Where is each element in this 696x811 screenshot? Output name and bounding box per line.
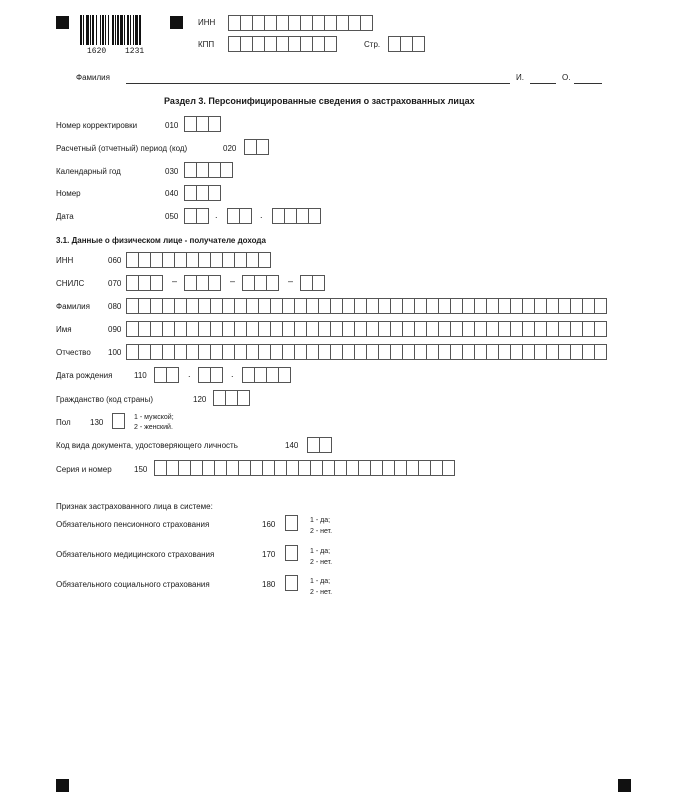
input-cell[interactable]: [285, 545, 298, 561]
number-code: 040: [165, 189, 179, 198]
year-label: Календарный год: [56, 167, 121, 176]
input-cell[interactable]: [285, 575, 298, 591]
snils-cells-3[interactable]: [242, 275, 278, 291]
citizenship-label: Гражданство (код страны): [56, 395, 153, 404]
input-cell[interactable]: [112, 413, 125, 429]
input-cell[interactable]: [312, 275, 325, 291]
snils-code: 070: [108, 279, 122, 288]
header-kpp-label: КПП: [198, 40, 215, 49]
person-surname-cells[interactable]: [126, 298, 606, 314]
person-inn-label: ИНН: [56, 256, 74, 265]
birthdate-year-cells[interactable]: [242, 367, 290, 383]
date-separator: .: [260, 210, 263, 220]
input-cell[interactable]: [239, 208, 252, 224]
header-surname-label: Фамилия: [76, 73, 110, 82]
series-label: Серия и номер: [56, 465, 112, 474]
input-cell[interactable]: [285, 515, 298, 531]
input-cell[interactable]: [594, 298, 607, 314]
number-label: Номер: [56, 189, 81, 198]
pension-code: 160: [262, 520, 276, 529]
input-cell[interactable]: [220, 162, 233, 178]
date-year-cells[interactable]: [272, 208, 320, 224]
date-code: 050: [165, 212, 179, 221]
snils-cells-1[interactable]: [126, 275, 162, 291]
social-cells[interactable]: [285, 575, 297, 591]
birthdate-label: Дата рождения: [56, 371, 113, 380]
gender-note-2: 2 - женский.: [134, 424, 173, 431]
person-name-cells[interactable]: [126, 321, 606, 337]
year-cells[interactable]: [184, 162, 232, 178]
input-cell[interactable]: [266, 275, 279, 291]
insured-title: Признак застрахованного лица в системе:: [56, 502, 213, 511]
snils-label: СНИЛС: [56, 279, 85, 288]
date-separator: .: [215, 210, 218, 220]
input-cell[interactable]: [594, 321, 607, 337]
person-patronymic-cells[interactable]: [126, 344, 606, 360]
registration-mark-bottom-right: [618, 779, 631, 792]
person-inn-cells[interactable]: [126, 252, 270, 268]
medical-label: Обязательного медицинского страхования: [56, 550, 215, 559]
snils-cells-4[interactable]: [300, 275, 324, 291]
medical-no-note: 2 - нет.: [310, 559, 333, 566]
date-label: Дата: [56, 212, 74, 221]
input-cell[interactable]: [324, 36, 337, 52]
input-cell[interactable]: [308, 208, 321, 224]
input-cell[interactable]: [256, 139, 269, 155]
period-label: Расчетный (отчетный) период (код): [56, 144, 188, 153]
social-no-note: 2 - нет.: [310, 589, 333, 596]
series-cells[interactable]: [154, 460, 454, 476]
pension-cells[interactable]: [285, 515, 297, 531]
snils-dash: –: [172, 276, 178, 286]
input-cell[interactable]: [208, 185, 221, 201]
header-inn-label: ИНН: [198, 18, 216, 27]
number-cells[interactable]: [184, 185, 220, 201]
birthdate-separator: .: [188, 369, 191, 379]
header-initial-o-label: О.: [562, 73, 571, 82]
date-day-cells[interactable]: [184, 208, 208, 224]
person-inn-code: 060: [108, 256, 122, 265]
input-cell[interactable]: [237, 390, 250, 406]
registration-mark-bottom-left: [56, 779, 69, 792]
page-label: Стр.: [364, 40, 381, 49]
input-cell[interactable]: [208, 116, 221, 132]
barcode: [80, 15, 156, 45]
input-cell[interactable]: [360, 15, 373, 31]
social-yes-note: 1 - да;: [310, 578, 331, 585]
person-patronymic-code: 100: [108, 348, 122, 357]
person-name-label: Имя: [56, 325, 72, 334]
header-inn-cells[interactable]: [228, 15, 372, 31]
year-code: 030: [165, 167, 179, 176]
header-initial-o-line[interactable]: [574, 83, 602, 84]
barcode-bar: [141, 15, 142, 45]
input-cell[interactable]: [442, 460, 455, 476]
input-cell[interactable]: [319, 437, 332, 453]
period-cells[interactable]: [244, 139, 268, 155]
header-surname-line[interactable]: [126, 83, 510, 84]
input-cell[interactable]: [150, 275, 163, 291]
period-code: 020: [223, 144, 237, 153]
correction-cells[interactable]: [184, 116, 220, 132]
correction-code: 010: [165, 121, 179, 130]
pension-label: Обязательного пенсионного страхования: [56, 520, 210, 529]
doc-type-cells[interactable]: [307, 437, 331, 453]
gender-note-1: 1 - мужской;: [134, 414, 174, 421]
gender-label: Пол: [56, 418, 71, 427]
medical-yes-note: 1 - да;: [310, 548, 331, 555]
input-cell[interactable]: [210, 367, 223, 383]
social-code: 180: [262, 580, 276, 589]
page-number-cells[interactable]: [388, 36, 424, 52]
medical-cells[interactable]: [285, 545, 297, 561]
subsection-title: 3.1. Данные о физическом лице - получателе дохода: [56, 236, 266, 245]
barcode-number-left: 1620: [87, 47, 107, 56]
pension-yes-note: 1 - да;: [310, 517, 331, 524]
birthdate-separator: .: [231, 369, 234, 379]
header-kpp-cells[interactable]: [228, 36, 336, 52]
person-name-code: 090: [108, 325, 122, 334]
date-month-cells[interactable]: [227, 208, 251, 224]
snils-dash: –: [288, 276, 294, 286]
snils-dash: –: [230, 276, 236, 286]
gender-code: 130: [90, 418, 104, 427]
person-surname-code: 080: [108, 302, 122, 311]
series-code: 150: [134, 465, 148, 474]
social-label: Обязательного социального страхования: [56, 580, 210, 589]
header-initial-i-label: И.: [516, 73, 524, 82]
gender-cells[interactable]: [112, 413, 124, 429]
registration-mark-top-left: [56, 16, 69, 29]
person-patronymic-label: Отчество: [56, 348, 91, 357]
medical-code: 170: [262, 550, 276, 559]
input-cell[interactable]: [278, 367, 291, 383]
doc-type-code: 140: [285, 441, 299, 450]
section-title: Раздел 3. Персонифицированные сведения о застрахованных лицах: [164, 96, 475, 106]
input-cell[interactable]: [594, 344, 607, 360]
pension-no-note: 2 - нет.: [310, 528, 333, 535]
doc-type-label: Код вида документа, удостоверяющего личность: [56, 441, 238, 450]
barcode-number-right: 1231: [125, 47, 145, 56]
input-cell[interactable]: [258, 252, 271, 268]
citizenship-code: 120: [193, 395, 207, 404]
person-surname-label: Фамилия: [56, 302, 90, 311]
citizenship-cells[interactable]: [213, 390, 249, 406]
correction-label: Номер корректировки: [56, 121, 138, 130]
birthdate-code: 110: [134, 371, 147, 380]
input-cell[interactable]: [412, 36, 425, 52]
input-cell[interactable]: [166, 367, 179, 383]
birthdate-month-cells[interactable]: [198, 367, 222, 383]
header-initial-i-line[interactable]: [530, 83, 556, 84]
registration-mark-top-right: [170, 16, 183, 29]
input-cell[interactable]: [196, 208, 209, 224]
snils-cells-2[interactable]: [184, 275, 220, 291]
input-cell[interactable]: [208, 275, 221, 291]
birthdate-day-cells[interactable]: [154, 367, 178, 383]
